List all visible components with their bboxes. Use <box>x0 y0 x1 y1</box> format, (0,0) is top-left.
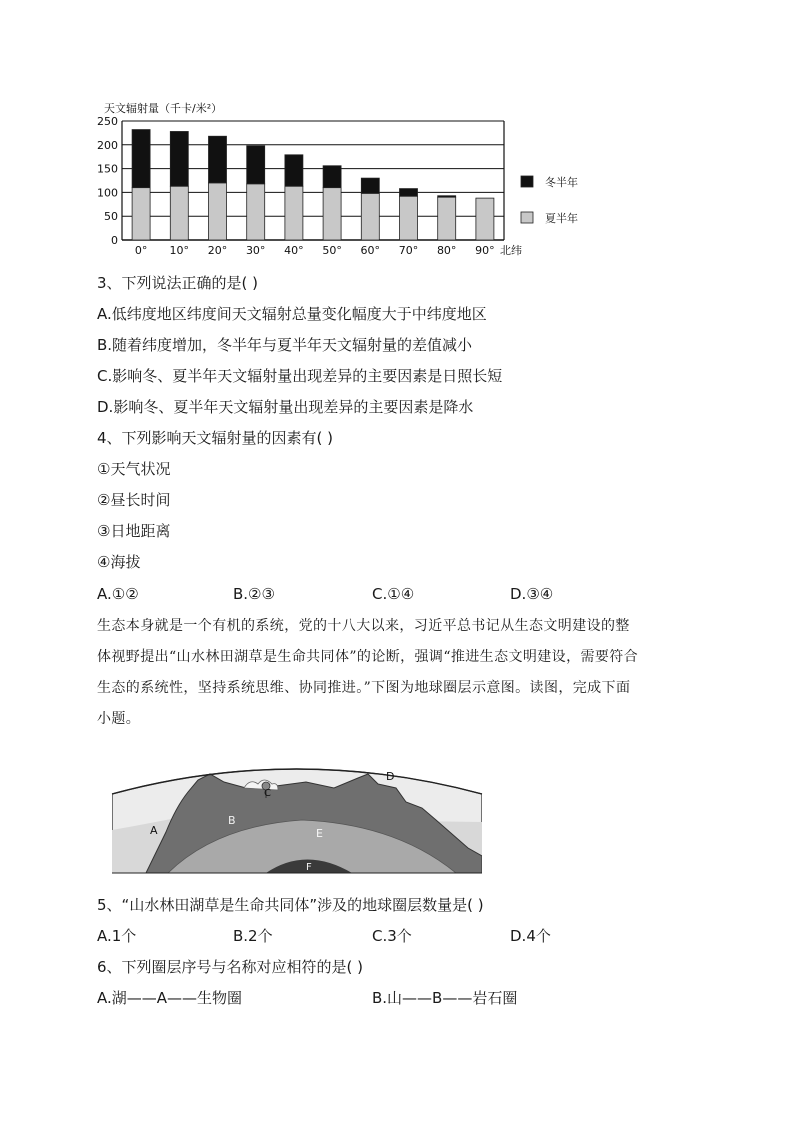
y-tick-label: 150 <box>97 162 118 176</box>
chart-title: 天文辐射量（千卡/米²） <box>104 102 223 115</box>
bar-winter <box>247 146 265 184</box>
legend-label: 夏半年 <box>545 212 578 225</box>
earth-spheres-diagram <box>106 752 486 877</box>
x-tick-label: 60° <box>360 244 381 257</box>
diagram-label-c: C <box>264 788 271 799</box>
question-6-options <box>97 988 657 1010</box>
question-3-option-c[interactable]: C.影响冬、夏半年天文辐射量出现差异的主要因素是日照长短 <box>97 367 503 385</box>
bar-summer <box>209 183 227 240</box>
question-4-item-1: ①天气状况 <box>97 460 171 478</box>
bar-summer <box>170 186 188 240</box>
question-6-option-b[interactable]: B.山——B——岩石圈 <box>372 989 518 1007</box>
bar-winter <box>323 166 341 188</box>
bar-winter <box>361 178 379 193</box>
legend-label: 冬半年 <box>545 176 578 189</box>
bar-summer <box>361 193 379 240</box>
y-tick-label: 200 <box>97 138 118 152</box>
question-3-stem: 3、下列说法正确的是( ) <box>97 274 259 292</box>
diagram-label-a: A <box>150 824 158 837</box>
radiation-bar-chart <box>96 96 578 266</box>
question-3-option-b[interactable]: B.随着纬度增加，冬半年与夏半年天文辐射量的差值减小 <box>97 336 473 354</box>
question-6-option-a[interactable]: A.湖——A——生物圈 <box>97 989 243 1007</box>
bar-winter <box>170 131 188 186</box>
diagram-label-b: B <box>228 814 236 827</box>
y-tick-label: 0 <box>111 234 118 247</box>
question-5-option-c[interactable]: C.3个 <box>372 927 412 945</box>
bar-summer <box>438 197 456 240</box>
bar-winter <box>209 136 227 183</box>
question-4-option-d[interactable]: D.③④ <box>510 585 554 603</box>
question-3-option-d[interactable]: D.影响冬、夏半年天文辐射量出现差异的主要因素是降水 <box>97 398 474 416</box>
question-4-options <box>97 584 657 606</box>
question-5-options <box>97 926 657 948</box>
bar-summer <box>476 198 494 240</box>
question-3-option-a[interactable]: A.低纬度地区纬度间天文辐射总量变化幅度大于中纬度地区 <box>97 305 487 323</box>
x-tick-label: 20° <box>207 244 228 257</box>
question-4-option-a[interactable]: A.①② <box>97 585 139 603</box>
passage-line-2: 体视野提出“山水林田湖草是生命共同体”的论断，强调“推进生态文明建设，需要符合 <box>97 649 639 665</box>
passage-line-4: 小题。 <box>97 711 141 727</box>
y-tick-label: 250 <box>97 115 118 128</box>
question-5-option-d[interactable]: D.4个 <box>510 927 551 945</box>
x-tick-label: 10° <box>169 244 190 257</box>
bar-winter <box>132 130 150 188</box>
legend-swatch <box>521 176 533 187</box>
x-tick-label: 50° <box>322 244 342 257</box>
y-tick-label: 50 <box>104 210 118 224</box>
question-4-stem: 4、下列影响天文辐射量的因素有( ) <box>97 429 334 447</box>
diagram-label-e: E <box>316 827 323 840</box>
y-tick-label: 100 <box>97 186 118 200</box>
question-4-option-c[interactable]: C.①④ <box>372 585 415 603</box>
bar-summer <box>247 184 265 240</box>
question-4-item-2: ②昼长时间 <box>97 491 171 509</box>
x-tick-label: 40° <box>284 244 304 257</box>
question-4-item-3: ③日地距离 <box>97 522 171 540</box>
question-5-option-a[interactable]: A.1个 <box>97 927 137 945</box>
question-5-option-b[interactable]: B.2个 <box>233 927 273 945</box>
x-axis-suffix: 北纬 <box>500 244 522 257</box>
diagram-label-d: D <box>386 770 395 783</box>
bar-summer <box>132 188 150 240</box>
legend-swatch <box>521 212 533 223</box>
passage-line-3: 生态的系统性，坚持系统思维、协同推进。”下图为地球圈层示意图。读图，完成下面 <box>97 680 631 696</box>
bar-winter <box>400 189 418 197</box>
bar-winter <box>285 155 303 186</box>
x-tick-label: 80° <box>436 244 457 257</box>
x-tick-label: 0° <box>134 244 148 257</box>
bar-winter <box>438 196 456 197</box>
question-4-item-4: ④海拔 <box>97 553 141 571</box>
x-tick-label: 90° <box>475 244 495 257</box>
passage-line-1: 生态本身就是一个有机的系统，党的十八大以来，习近平总书记从生态文明建设的整 <box>97 618 630 634</box>
bar-summer <box>285 186 303 240</box>
question-6-stem: 6、下列圈层序号与名称对应相符的是( ) <box>97 958 364 976</box>
question-4-option-b[interactable]: B.②③ <box>233 585 275 603</box>
bar-summer <box>323 188 341 240</box>
x-tick-label: 30° <box>245 244 266 257</box>
bar-summer <box>400 196 418 240</box>
diagram-label-f: F <box>306 862 312 873</box>
x-tick-label: 70° <box>398 244 419 257</box>
question-5-stem: 5、“山水林田湖草是生命共同体”涉及的地球圈层数量是( ) <box>97 896 484 914</box>
